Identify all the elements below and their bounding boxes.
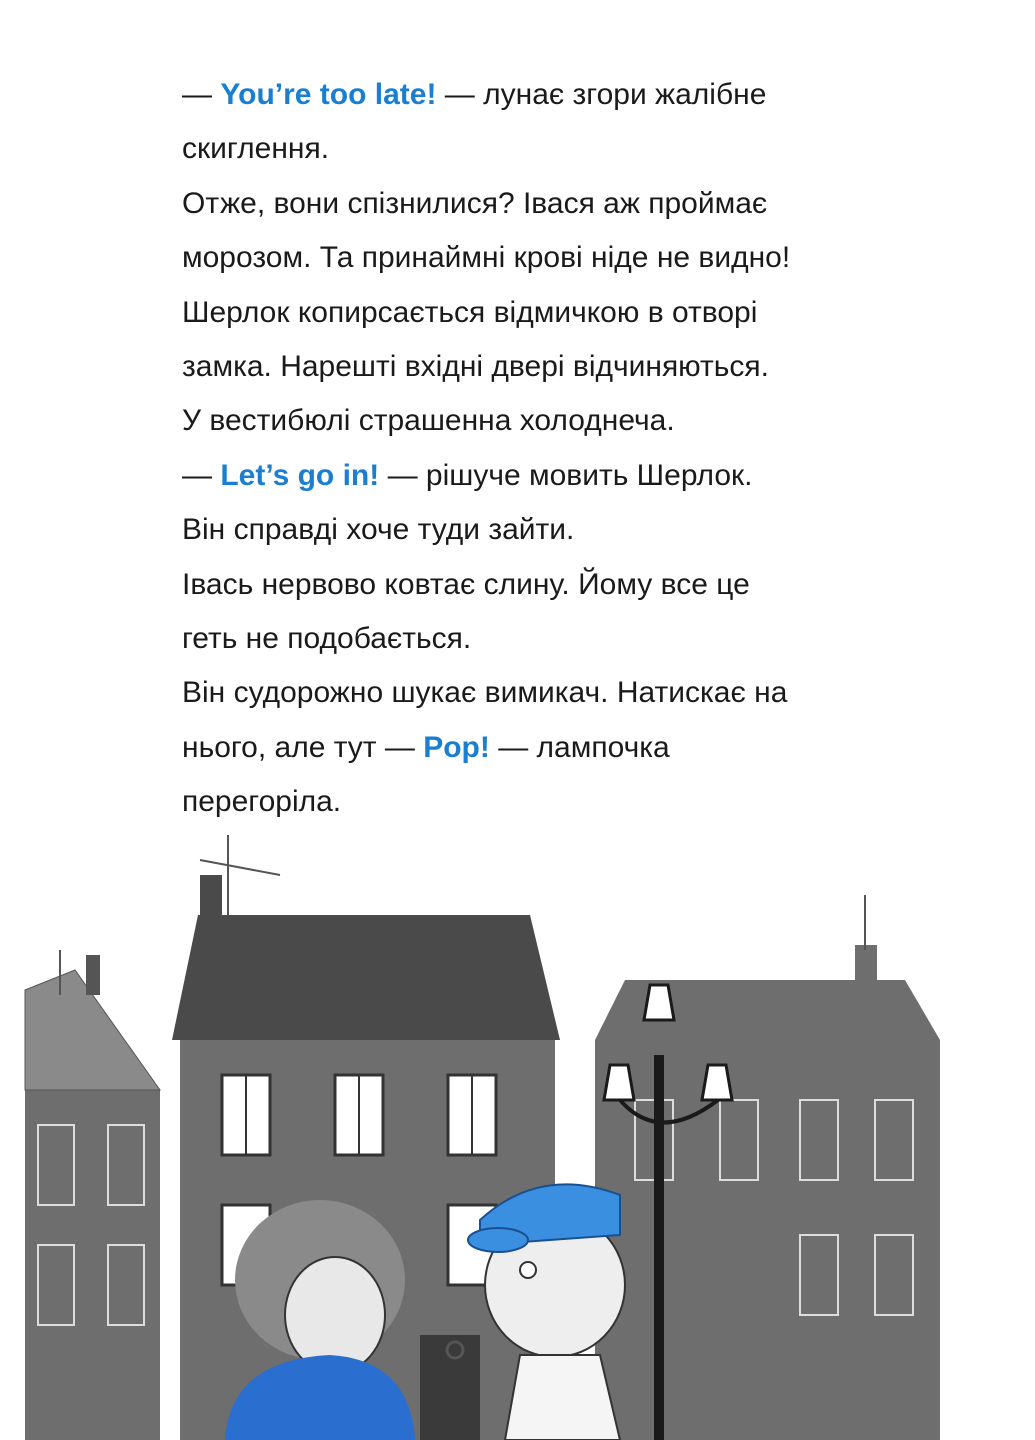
story-line xyxy=(182,558,902,612)
text-segment: Він судорожно шукає вимикач. Натискає на xyxy=(182,676,788,710)
text-segment: Він справді хоче туди зайти. xyxy=(182,513,575,547)
story-line xyxy=(182,449,902,503)
story-line xyxy=(182,340,902,394)
boy-ivas xyxy=(225,1200,415,1440)
left-building xyxy=(25,950,160,1440)
text-segment: — рішуче мовить Шерлок. xyxy=(379,458,753,492)
story-line xyxy=(182,503,902,557)
street-scene-illustration xyxy=(0,815,1035,1440)
text-segment: скиглення. xyxy=(182,132,330,166)
text-segment: — лунає згори жалібне xyxy=(436,78,767,111)
story-line xyxy=(182,286,902,340)
right-building xyxy=(595,895,940,1440)
text-segment: Шерлок копирсається відмичкою в отворі xyxy=(182,295,758,329)
text-segment: Отже, вони спізнилися? Івася аж проймає xyxy=(182,186,768,220)
text-segment: нього, але тут — xyxy=(182,730,424,764)
story-line xyxy=(182,231,902,285)
story-line xyxy=(182,68,902,122)
text-segment: — лампочка xyxy=(489,730,670,764)
text-segment: замка. Нарешті вхідні двері відчиняються. xyxy=(182,349,769,383)
text-segment: У вестибюлі страшенна холоднеча. xyxy=(182,404,675,438)
english-phrase: Pop! xyxy=(423,730,490,764)
text-segment: Івась нервово ковтає слину. Йому все це xyxy=(182,567,750,601)
text-segment: перегоріла. xyxy=(182,785,342,819)
text-segment: морозом. Та принаймні крові ніде не видно! xyxy=(182,241,791,275)
english-phrase: Let’s go in! xyxy=(220,458,380,492)
text-segment: геть не подобається. xyxy=(182,621,472,655)
story-line xyxy=(182,177,902,231)
story-line xyxy=(182,394,902,448)
story-line xyxy=(182,122,902,176)
story-line xyxy=(182,612,902,666)
story-line xyxy=(182,721,902,775)
story-text xyxy=(182,68,902,829)
text-segment: — xyxy=(182,78,221,111)
english-phrase: You’re too late! xyxy=(220,78,437,111)
text-segment: — xyxy=(182,458,221,492)
story-line xyxy=(182,666,902,720)
